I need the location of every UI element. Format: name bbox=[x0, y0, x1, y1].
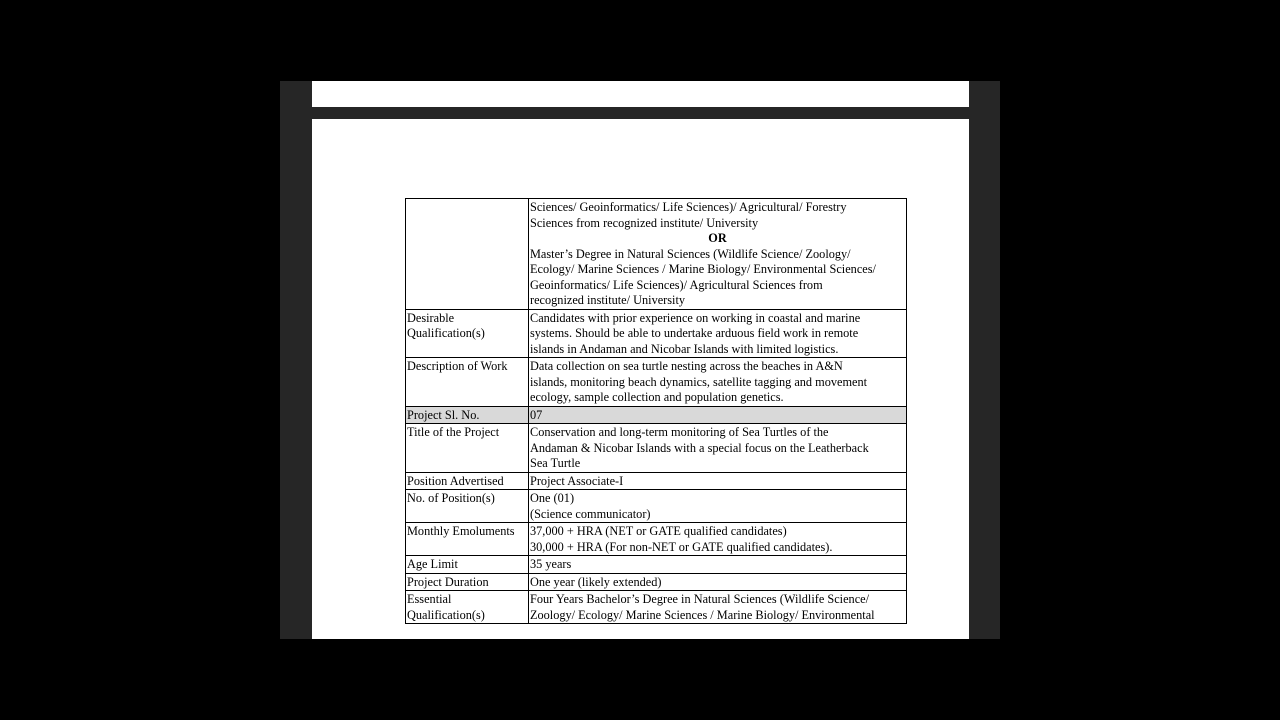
project-details-table bbox=[405, 198, 907, 624]
value-cell bbox=[529, 309, 907, 358]
text-line: Ecology/ Marine Sciences / Marine Biology/ Environmental Sciences/ bbox=[530, 262, 876, 276]
text-line: Master’s Degree in Natural Sciences (Wildlife Science/ Zoology/ bbox=[530, 246, 851, 261]
value-text: islands, monitoring beach dynamics, satellite tagging and movement bbox=[530, 374, 868, 389]
value-text: Sea Turtle bbox=[530, 456, 581, 470]
value-cell bbox=[529, 406, 907, 424]
value-text: Zoology/ Ecology/ Marine Sciences / Marine Biology/ Environmental bbox=[530, 607, 875, 622]
text-line: Sciences/ Geoinformatics/ Life Sciences)/ Agricultural/ Forestry bbox=[530, 200, 847, 214]
value-text: 07 bbox=[530, 407, 543, 422]
label-cell bbox=[406, 523, 529, 556]
label-cell bbox=[406, 309, 529, 358]
value-cell bbox=[529, 424, 907, 473]
label-text: Desirable bbox=[407, 310, 455, 325]
label-text: Qualification(s) bbox=[407, 607, 485, 622]
or-separator: OR bbox=[708, 231, 727, 245]
table-row bbox=[406, 556, 907, 574]
value-text: Data collection on sea turtle nesting across the beaches in A&N bbox=[530, 359, 843, 373]
label-cell bbox=[406, 424, 529, 473]
label-text: Qualification(s) bbox=[407, 326, 485, 340]
label-text: Essential bbox=[407, 592, 452, 606]
label-cell bbox=[406, 490, 529, 523]
value-text: Candidates with prior experience on working in coastal and marine bbox=[530, 310, 861, 325]
value-text: Project Associate-I bbox=[530, 473, 624, 488]
document-page bbox=[312, 119, 969, 639]
label-cell bbox=[406, 591, 529, 624]
label-text: Title of the Project bbox=[407, 425, 500, 439]
value-text: 35 years bbox=[530, 557, 572, 571]
value-cell bbox=[529, 573, 907, 591]
text-line: recognized institute/ University bbox=[530, 293, 686, 307]
table-row bbox=[406, 309, 907, 358]
pdf-viewer[interactable] bbox=[280, 81, 1000, 639]
label-text: Monthly Emoluments bbox=[407, 524, 515, 538]
value-cell bbox=[529, 358, 907, 407]
label-text: Age Limit bbox=[407, 557, 458, 571]
value-cell bbox=[529, 523, 907, 556]
table-row bbox=[406, 406, 907, 424]
value-cell bbox=[529, 591, 907, 624]
table-row bbox=[406, 490, 907, 523]
label-cell bbox=[406, 472, 529, 490]
label-cell bbox=[406, 199, 529, 310]
label-cell bbox=[406, 573, 529, 591]
value-text: 30,000 + HRA (For non-NET or GATE qualified candidates). bbox=[530, 539, 833, 554]
table-row bbox=[406, 573, 907, 591]
label-text: Position Advertised bbox=[407, 473, 504, 488]
value-text: 37,000 + HRA (NET or GATE qualified candidates) bbox=[530, 524, 787, 538]
value-text: islands in Andaman and Nicobar Islands with limited logistics. bbox=[530, 341, 839, 356]
value-text: Conservation and long-term monitoring of Sea Turtles of the bbox=[530, 425, 829, 439]
value-text: One year (likely extended) bbox=[530, 574, 662, 589]
value-cell bbox=[529, 472, 907, 490]
label-text: Description of Work bbox=[407, 359, 508, 373]
text-line: Sciences from recognized institute/ University bbox=[530, 215, 759, 230]
value-text: Andaman & Nicobar Islands with a special focus on the Leatherback bbox=[530, 440, 869, 455]
value-text: ecology, sample collection and population genetics. bbox=[530, 390, 784, 404]
value-cell bbox=[529, 490, 907, 523]
label-cell bbox=[406, 556, 529, 574]
label-cell bbox=[406, 358, 529, 407]
label-cell bbox=[406, 406, 529, 424]
value-text: One (01) bbox=[530, 491, 575, 505]
label-text: Project Duration bbox=[407, 574, 489, 589]
value-text: systems. Should be able to undertake arduous field work in remote bbox=[530, 326, 859, 340]
table-row bbox=[406, 424, 907, 473]
previous-page-bottom bbox=[312, 81, 969, 107]
value-cell bbox=[529, 199, 907, 310]
label-text: Project Sl. No. bbox=[407, 407, 480, 422]
value-text: Four Years Bachelor’s Degree in Natural Sciences (Wildlife Science/ bbox=[530, 592, 870, 606]
value-text: (Science communicator) bbox=[530, 506, 651, 521]
label-text: No. of Position(s) bbox=[407, 491, 495, 505]
table-row bbox=[406, 591, 907, 624]
value-cell bbox=[529, 556, 907, 574]
table-row bbox=[406, 358, 907, 407]
text-line: Geoinformatics/ Life Sciences)/ Agricultural Sciences from bbox=[530, 277, 823, 292]
table-row bbox=[406, 199, 907, 310]
table-row bbox=[406, 472, 907, 490]
table-row bbox=[406, 523, 907, 556]
